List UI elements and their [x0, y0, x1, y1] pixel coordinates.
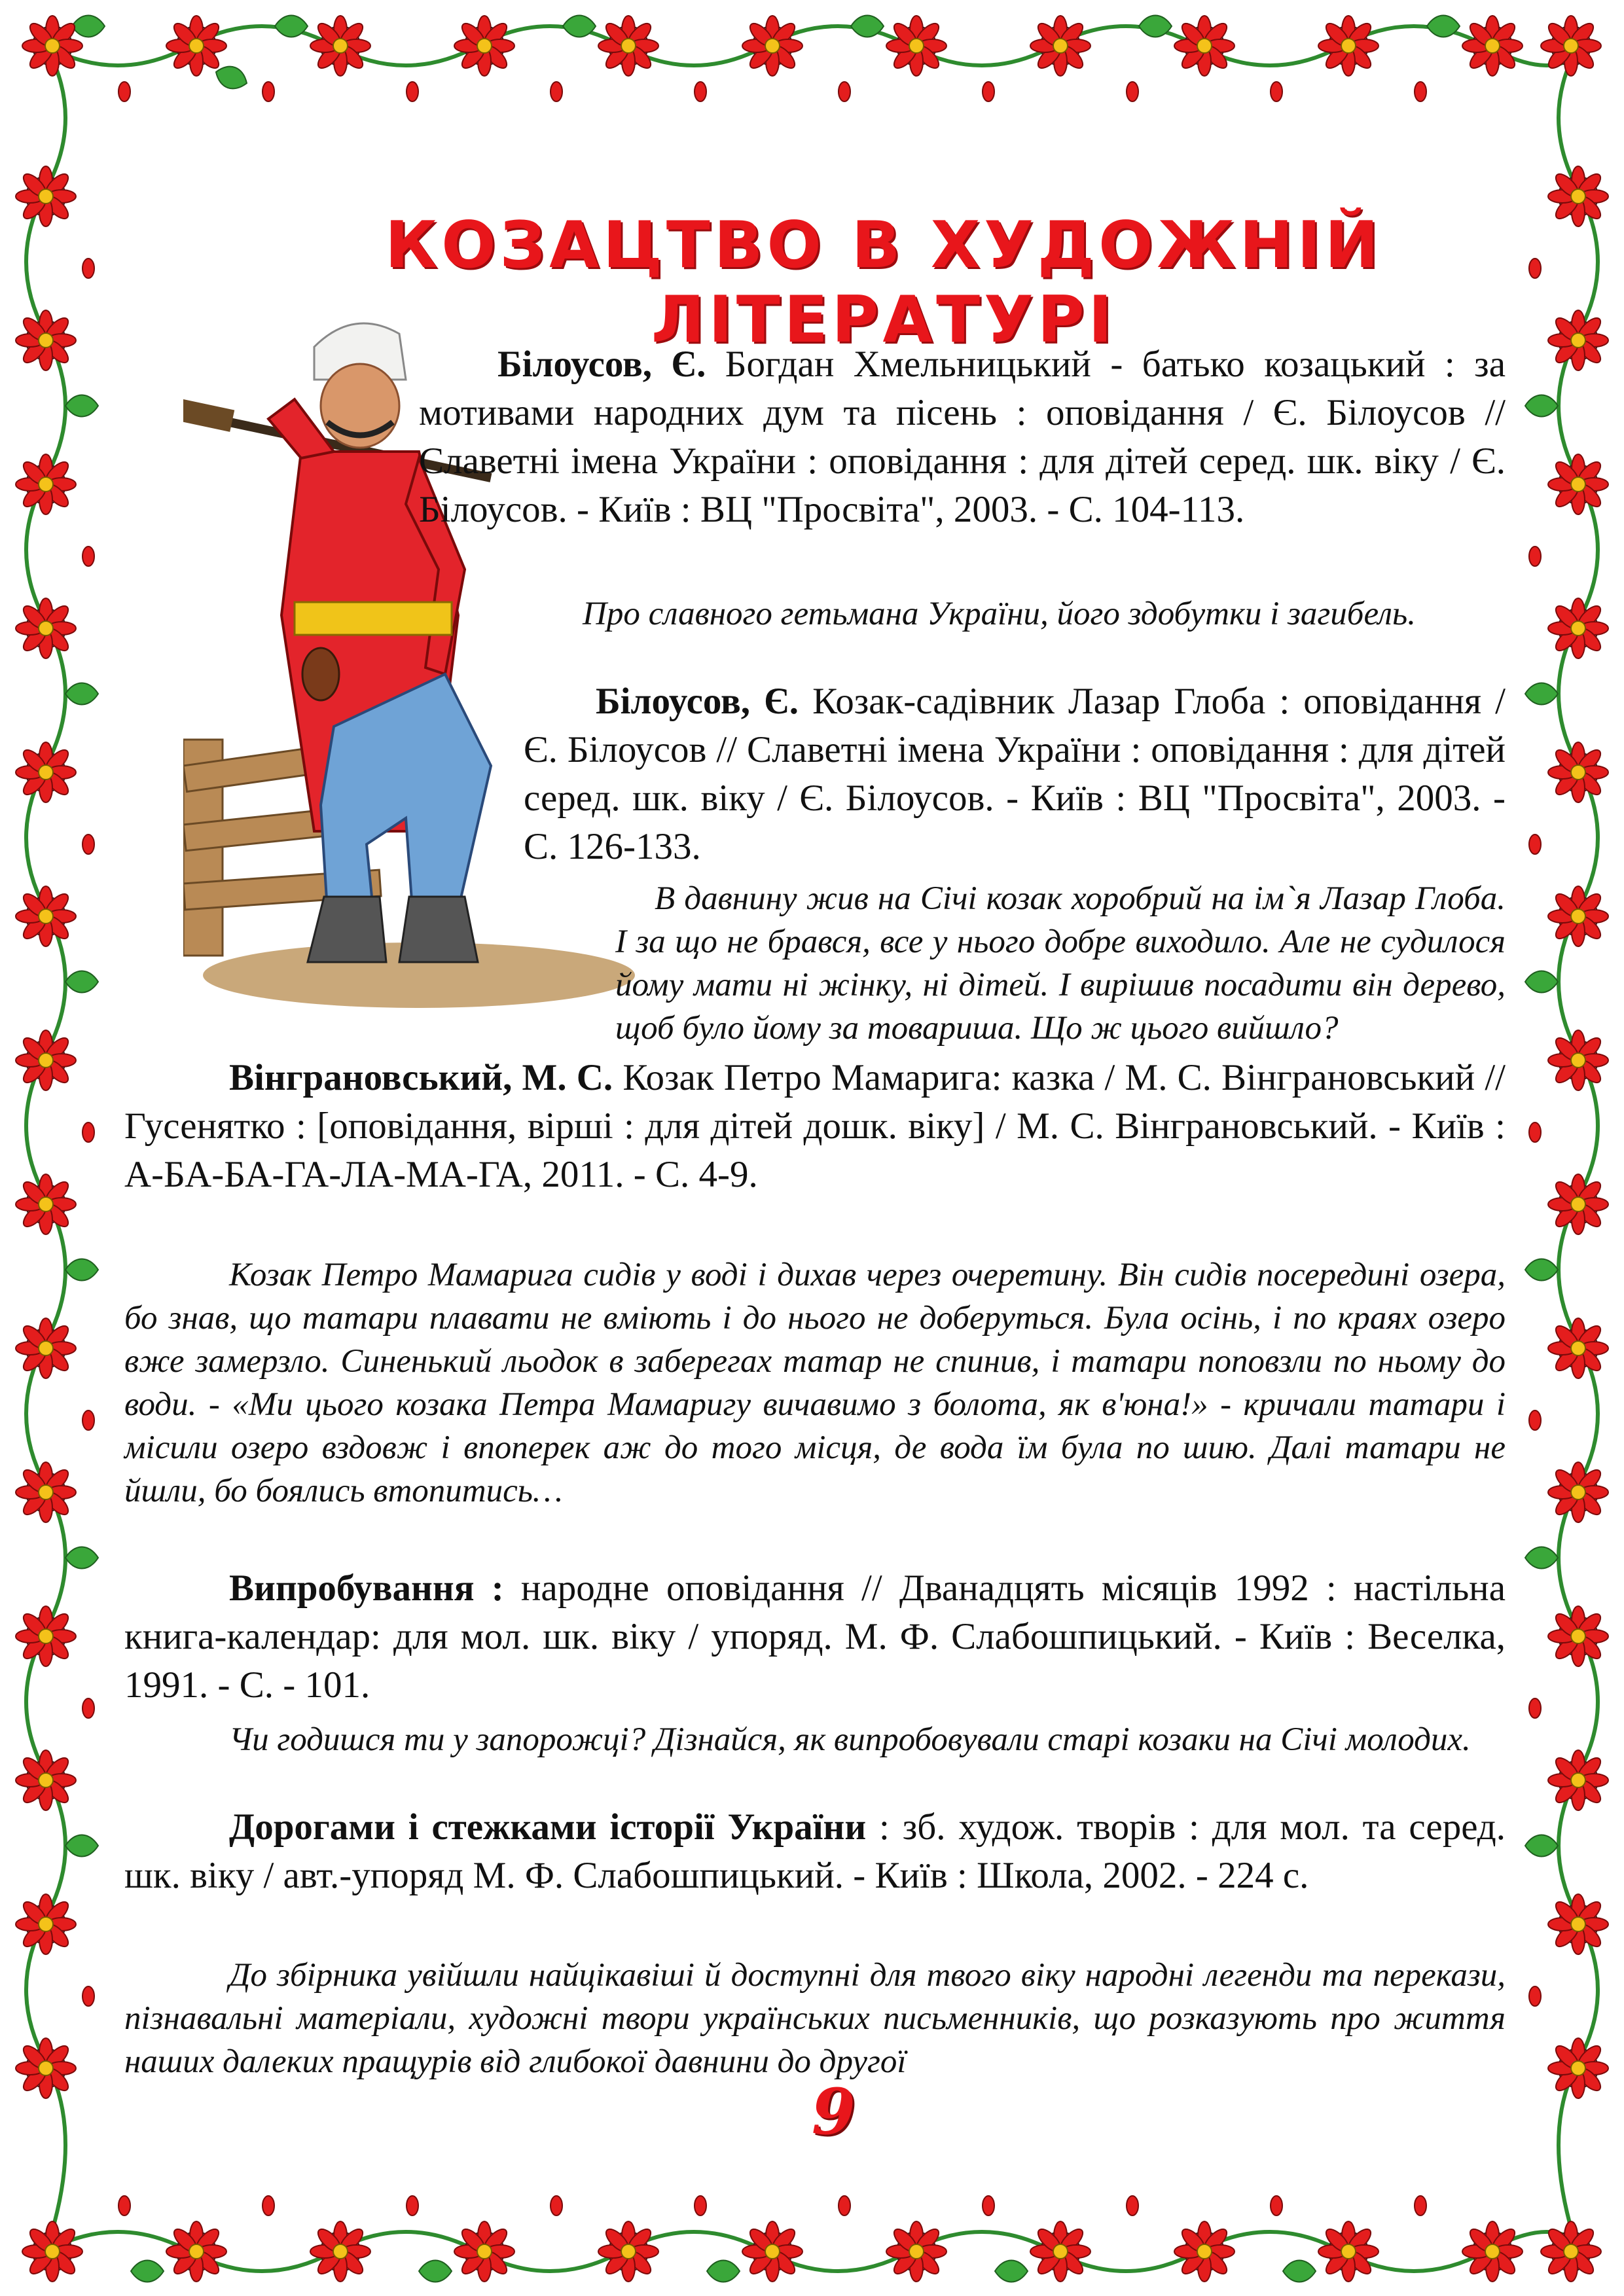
- entry-2-annotation-text: В давнину жив на Січі козак хоробрий на ім`я Лазар Глоба. І за що не брався, все у нього добре виходило. Але не судилося йому мати ні жінку, ні дітей. І вирішив посадити він дерево, щоб було йому за товариша. Що ж цього вийшло?: [615, 880, 1506, 1047]
- entry-1-author: Білоусов, Є.: [497, 344, 706, 385]
- entry-2-text: Козак-садівник Лазар Глоба : оповідання / Є. Білоусов // Славетні імена України : оповідання : для дітей серед. шк. віку / Є. Білоусов. - Київ : ВЦ "Просвіта", 2003. - С. 126-133.: [524, 681, 1506, 867]
- entry-5-text: : зб. худож. творів : для мол. та серед. шк. віку / авт.-упоряд М. Ф. Слабошпицький. - Київ : Школа, 2002. - 224 с.: [124, 1806, 1506, 1896]
- entry-1-citation: [419, 340, 1506, 534]
- entry-3-text: Козак Петро Мамарига: казка / М. С. Вінграновський // Гусенятко : [оповідання, вірші : для дітей дошк. віку] / М. С. Вінграновський. - Київ : А-БА-БА-ГА-ЛА-МА-ГА, 2011. - С. 4-9.: [124, 1057, 1506, 1195]
- entry-4-citation: [124, 1564, 1506, 1710]
- entry-2-annotation: [124, 877, 1506, 1050]
- entry-4-annotation: Чи годишся ти у запорожці? Дізнайся, як випробовували старі козаки на Січі молодих.: [229, 1721, 1471, 1758]
- page-number: 9: [812, 2075, 856, 2149]
- entry-5-citation: [124, 1803, 1506, 1900]
- entry-3-annotation: Козак Петро Мамарига сидів у воді і дихав через очеретину. Він сидів посередині озера, бо знав, що татари плавати не вміють і до нього не доберуться. Була осінь, і по краях озеро вже замерзло. Синенький льодок в заберегах татар не спинив, і татари поповзли по ньому до води. - «Ми цього козака Петра Мамаригу вичавимо з болота, як в'юна!» - кричали татари і місили озеро вздовж і впоперек аж до того місця, де вода їм була по шию. Далі татари не йшли, бо боялись втопитись…: [124, 1257, 1506, 1509]
- entry-3-author: Вінграновський, М. С.: [229, 1057, 613, 1098]
- entry-1-annotation: Про славного гетьмана України, його здобутки і загибель.: [583, 596, 1416, 632]
- entry-5-author: Дорогами і стежками історії України: [229, 1806, 867, 1848]
- entry-2-author: Білоусов, Є.: [596, 681, 799, 722]
- entry-3-citation: [124, 1054, 1506, 1199]
- entry-4-text: народне оповідання // Дванадцять місяців 1992 : настільна книга-календар: для мол. шк. віку / упоряд. М. Ф. Слабошпицький. - Київ : Веселка, 1991. - С. - 101.: [124, 1568, 1506, 1706]
- entry-1-text: Богдан Хмельницький - батько козацький : за мотивами народних дум та пісень : оповідання / Є. Білоусов // Славетні імена України : оповідання : для дітей серед. шк. віку / Є. Білоусов. - Київ : ВЦ "Просвіта", 2003. - С. 104-113.: [419, 344, 1506, 530]
- page-title: КОЗАЦТВО В ХУДОЖНІЙ ЛІТЕРАТУРІ: [385, 208, 1382, 357]
- entry-2-citation: [524, 677, 1506, 871]
- entry-5-annotation: До збірника увійшли найцікавіші й доступні для твого віку народні легенди та перекази, пізнавальні матеріали, художні твори українських письменників, що розказують про життя наших далеких пращурів від глибокої давнини до другої: [124, 1957, 1506, 2080]
- entry-4-author: Випробування :: [229, 1568, 504, 1609]
